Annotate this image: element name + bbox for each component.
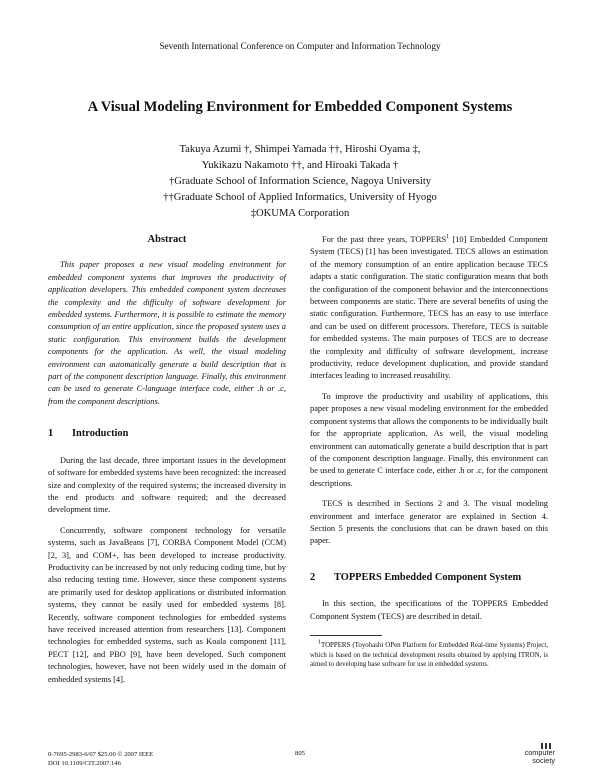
section-1-number: 1 [48,428,54,440]
footnote-mark: 1 [318,639,321,646]
affiliation-hyogo: ††Graduate School of Applied Informatics, University of Hyogo [163,192,437,203]
outline-paragraph: TECS is described in Sections 2 and 3. The visual modeling environment and interface generator are explained in Section 4. Section 5 presents the conclusions that can be drawn based on this paper. [310,499,548,546]
affiliation-okuma: ‡OKUMA Corporation [250,208,350,219]
section-2-number: 2 [310,571,316,583]
proposal-paragraph: To improve the productivity and usability of applications, this paper proposes a new visual modeling environment for the embedded component systems that allows the components to be individually built for the appropriate application. As well, the visual modeling environment can automatically generate a build description that is part of the component description language. Finally, this environment can be used to generate C interface code, either .h or .c, for the component descriptions. [310,391,548,488]
footnote-divider [310,635,382,636]
section-1-title: Introduction [72,428,129,440]
tecs-paragraph [310,234,548,383]
logo-text-computer: computer [524,748,555,757]
tecs-paragraph-start: For the past three years, TOPPERS [322,235,447,244]
footer-doi: DOI 10.1109/CIT.2007.146 [48,760,121,767]
left-column [48,234,286,694]
footnote [310,641,548,670]
section-2-title: TOPPERS Embedded Component System [334,571,522,583]
conference-header: Seventh International Conference on Computer and Information Technology [159,41,441,51]
page-number: 805 [295,750,305,757]
footnote-ref: 1 [446,234,450,241]
section-2-paragraph: In this section, the specifications of the TOPPERS Embedded Component System (TECS) are described in detail. [310,599,548,621]
abstract-text: This paper proposes a new visual modeling environment for embedded component systems that improves the productivity of application developers. This embedded component system decreases the complexity and the difficulty of software development for embedded systems. Furthermore, it is possible to estimate the memory consumption of an entire application, since the proposed system uses a static configuration. This environment builds the development components for the application. As well, the visual modeling environment can automatically generate a build description that is part of the component description language. Finally, this environment can be used to generate C-language interface code, either .h or .c, from the component descriptions. [48,260,286,406]
author-line-1: Takuya Azumi †, Shimpei Yamada ††, Hiroshi Oyama ‡, [179,144,421,155]
right-column [310,234,548,670]
tecs-paragraph-rest: [10] Embedded Component System (TECS) [1] has been investigated. TECS allows an estimation of the memory consumption of an entire application because TECS adapts a static configuration. The static configuration means that both the configuration of the component behavior and the interconnections between components are static. There are several benefits of using the static configuration. Furthermore, TECS has an easy to use interface and can be used on different processors. Therefore, TECS is suitable for embedded systems. The main purposes of TECS are to decrease the complexity and difficulty of software development, increase productivity, reduce development duplication, and provide standard interfaces leading to increased reusability. [310,235,548,381]
intro-paragraph-1: During the last decade, three important issues in the development of software for embedded systems have been recognized: the increased size and complexity of the required systems; the increased diversity in the end products and software required; and the decreased development time. [48,455,286,515]
abstract-heading: Abstract [147,234,187,245]
footer-isbn: 0-7695-2983-6/07 $25.00 © 2007 IEEE [48,751,154,758]
footnote-text: TOPPERS (Toyohashi OPen Platform for Embedded Real-time Systems) Project, which is based on the technical development results obtained by applying ITRON, is aimed to developing base software for use in embedded systems. [310,641,548,669]
section-1-heading [48,428,286,440]
section-2-heading [310,572,548,584]
author-line-2: Yukikazu Nakamoto ††, and Hiroaki Takada † [201,160,399,171]
author-block [0,142,600,222]
computer-society-logo [503,743,555,769]
intro-paragraph-2: Concurrently, software component technology for versatile systems, such as JavaBeans [7], CORBA Component Model (CCM) [2, 3], and COM+, has been developed to increase productivity. Productivity can be increased by not only reducing coding time, but by also reducing testing time. However, since these component systems are primarily used for desktop applications or distributed information systems, they cannot be easily used for embedded systems [8]. Recently, software component technologies for embedded systems have received increased attention from researchers [13]. Component technologies for embedded systems, such as Koala component [11], PECT [12], and PBO [9], have been developed. Such component technologies, however, have not been widely used in the domain of embedded systems [4]. [48,525,286,684]
affiliation-nagoya: †Graduate School of Information Science, Nagoya University [168,176,432,187]
paper-title: A Visual Modeling Environment for Embedded Component Systems [87,99,513,115]
logo-text-society: society [532,756,555,765]
